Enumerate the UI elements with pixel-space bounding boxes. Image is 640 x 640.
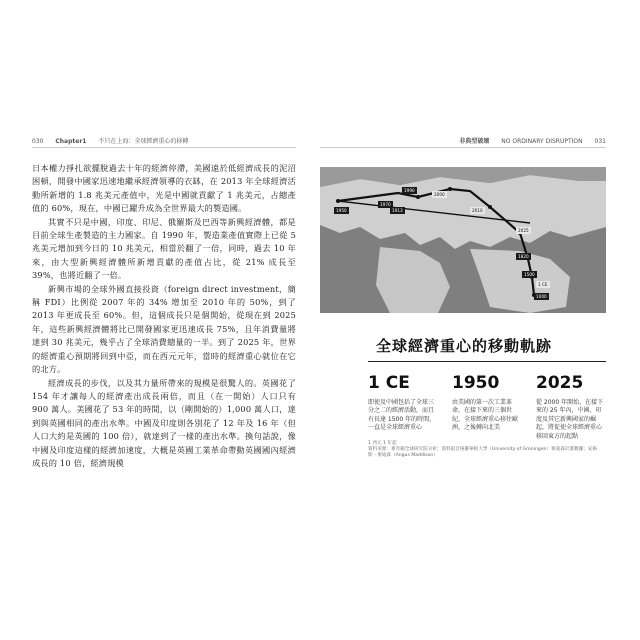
map-point xyxy=(336,199,340,203)
map-label: 2010 xyxy=(472,208,483,213)
map-label: 2025 xyxy=(518,228,529,233)
year-column xyxy=(452,373,522,433)
map-label: 1970 xyxy=(380,202,391,207)
map-label: 1000 xyxy=(536,294,547,299)
map-label: 1950 xyxy=(336,208,347,213)
footnote: 1 西元 1 年起 xyxy=(368,441,397,446)
chart-title: 全球經濟重心的移動軌跡 xyxy=(376,337,553,355)
chapter-title: 不只在上海：全球經濟重心的移轉 xyxy=(98,138,189,145)
right-page-header xyxy=(320,137,606,148)
year-column xyxy=(368,373,438,433)
left-page xyxy=(32,137,296,537)
world-map xyxy=(320,167,606,313)
page-number: 031 xyxy=(594,138,606,145)
map-graphic xyxy=(320,167,606,313)
map-label: 1913 xyxy=(392,208,403,213)
book-title-cn: 非典型破壞 xyxy=(459,138,490,145)
body-text xyxy=(32,162,296,470)
left-page-header xyxy=(32,137,296,148)
year-column xyxy=(536,373,606,441)
title-rule xyxy=(368,361,606,362)
year-heading: 1 CE xyxy=(368,373,410,393)
map-point xyxy=(488,205,492,209)
land-africa xyxy=(376,247,450,313)
map-point xyxy=(416,195,420,199)
map-label: 2000 xyxy=(434,192,445,197)
paragraph: 其實不只是中國，印度、印尼、俄羅斯及巴西等新興經濟體，都是目前全球生產製造的主力國家。自 1990 年，製造業產值實際上已從 5 兆美元增加到今日的 10 兆美元，相當於翻了一倍，同時，過去 10 年來，由大型新興經濟體所新增貢獻的產值占比，從 21% 成長至 39%，也將近翻了一倍。 xyxy=(32,216,296,281)
chart-notes xyxy=(368,441,606,460)
right-page xyxy=(320,137,606,537)
year-heading: 1950 xyxy=(452,373,500,393)
map-label: 1500 xyxy=(524,272,535,277)
map-point xyxy=(448,187,452,191)
year-description: 即使及中國包括了全球三分之二的經濟活動，而且有長達 1500 年的時間，一直是全球經濟重心 xyxy=(368,399,436,432)
paragraph: 日本權力掙扎欲擺脫過去十年的經濟停滯，美國遠於低經濟成長的泥沼困頓，開發中國家迅速地繼承經濟領導的衣缽，在 2013 年全球經濟活動所新增的 1.8 兆美元產值中，光是中國就貢獻了 1 兆美元，占總產值的 60%，現在，中國已躍升成為全世界最大的製造國。 xyxy=(32,163,296,214)
map-label: 1820 xyxy=(518,254,529,259)
page-number: 030 xyxy=(32,138,44,145)
chapter-label: Chapter1 xyxy=(55,138,87,145)
year-heading: 2025 xyxy=(536,373,584,393)
book-title-en: NO ORDINARY DISRUPTION xyxy=(501,138,583,145)
map-label: 1 CE xyxy=(538,282,548,287)
map-label: 1990 xyxy=(404,188,415,193)
paragraph: 新興市場的全球外國直接投資（foreign direct investment，簡稱 FDI）比例從 2007 年的 34% 增加至 2010 年的 50%，到了 2013 年更成長至 60%。但，這個成長只是個開始，從現在到 2025 年，這些新興經濟體將比已開發國家更迅速成長 75%，且年消費量將達到 30 兆美元，幾乎占了全球消費總量的一半。到了 2025 年，世界的經濟重心預期將回到中亞，而在西元元年，當時的經濟重心就位在它的北方。 xyxy=(32,283,296,375)
year-columns xyxy=(368,373,606,443)
year-description: 從 2000 年開始，在接下來的 25 年內，中國、印度及其它新興國家的崛起，將促使全球經濟重心移回東方的起點 xyxy=(536,399,604,440)
source-note: 資料來源：麥肯錫全球研究院分析；資料取自格羅寧根大學（University of Groningen）麥迪森計畫數據；安格斯・麥迪森（Angus Maddison） xyxy=(368,447,597,459)
land-eurasia xyxy=(320,175,606,249)
year-description: 由美國的第一次工業革命，在接下來的三個世紀，全球經濟重心移往歐洲，之後轉向北美 xyxy=(452,399,519,432)
paragraph: 經濟成長的步伐，以及其力量所帶來的規模是很驚人的。英國花了 154 年才讓每人的經濟產出成長兩倍，而且（在一開始）人口只有 900 萬人。美國花了 53 年的時間，以（剛開始的）1,000 萬人口，達到與英國相同的產出水準。中國及印度則各別花了 12 年及 16 年（但人口大約是英國的 100 倍），就達到了一樣的產出水準。換句話說，像中國及印度這樣的經濟加速度，大概是英國工業革命帶動英國國內經濟成長的 10 倍，經濟規模 xyxy=(32,377,296,468)
